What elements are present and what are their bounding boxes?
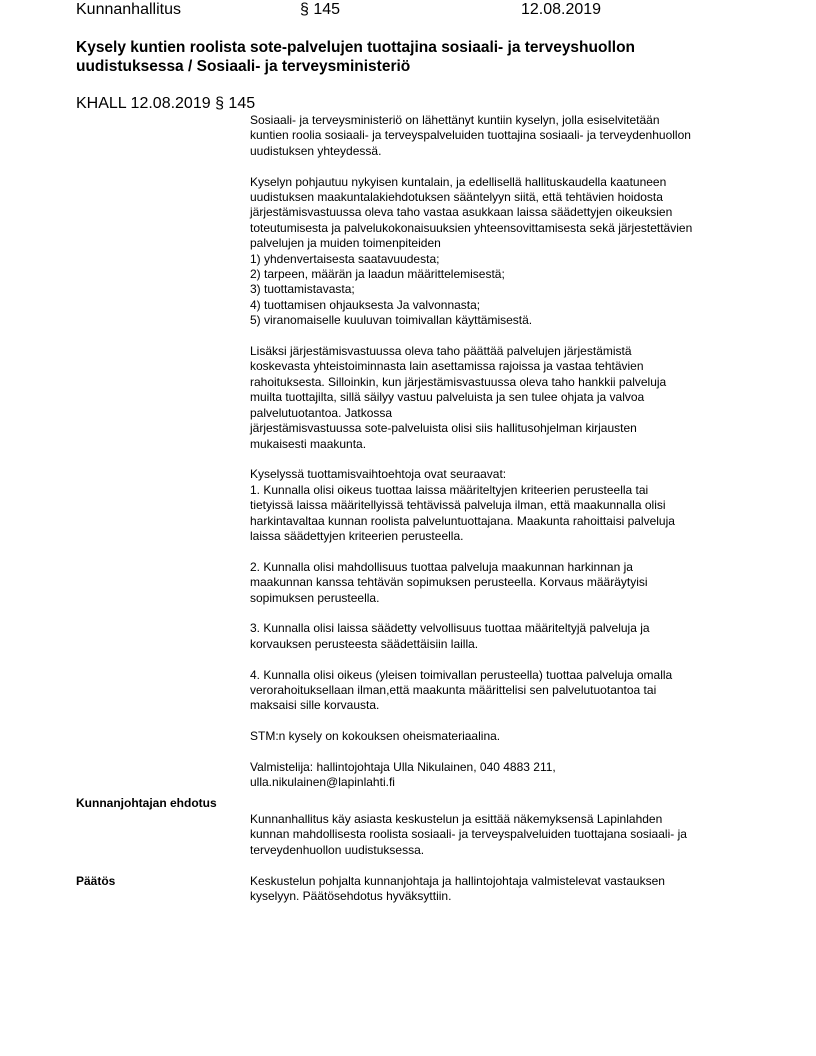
proposal-text (250, 812, 750, 858)
body-line: rahoituksesta. Silloinkin, kun järjestämisvastuussa oleva taho hankkii palveluja (250, 374, 667, 389)
body-line: 4. Kunnalla olisi oikeus (yleisen toimivallan perusteella) tuottaa palveluja omalla (250, 667, 673, 682)
header-section: § 145 (300, 1, 341, 18)
body-line: 4) tuottamisen ohjauksesta Ja valvonnasta; (250, 297, 481, 312)
body-paragraph (250, 175, 750, 329)
body-line: 5) viranomaiselle kuuluvan toimivallan käyttämisestä. (250, 313, 533, 328)
body-line: maksaisi sille korvausta. (250, 698, 380, 713)
body-line: Valmistelija: hallintojohtaja Ulla Nikulainen, 040 4883 211, (250, 759, 556, 774)
body-line: 1. Kunnalla olisi oikeus tuottaa laissa määriteltyjen kriteerien perusteella tai (250, 482, 649, 497)
proposal-label: Kunnanjohtajan ehdotus (76, 796, 217, 810)
decision-line: kyselyyn. Päätösehdotus hyväksyttiin. (250, 889, 452, 904)
body-line: 3) tuottamistavasta; (250, 282, 355, 297)
proposal-line: terveydenhuollon uudistuksessa. (250, 842, 425, 857)
body-line: laissa säädettyjen kriteerien perusteella. (250, 528, 464, 543)
body-line: toteutumisesta ja palvelukokonaisuuksien yhteensovittamisesta sekä järjestettävien (250, 220, 693, 235)
body-line: uudistuksen maakuntalakiehdotuksen sääntelyyn siitä, että tehtävien hoidosta (250, 190, 663, 205)
body-paragraph (250, 560, 750, 606)
body-line: maakunnan kanssa tehtävän sopimuksen perusteella. Korvaus määräytyisi (250, 575, 648, 590)
proposal-line: Kunnanhallitus käy asiasta keskustelun ja esittää näkemyksensä Lapinlahden (250, 812, 663, 826)
body-line: tietyissä laissa määritellyissä tehtävissä palveluja ilman, että maakunnalla olisi (250, 498, 666, 513)
body-line: sopimuksen perusteella. (250, 590, 380, 605)
body-line: Sosiaali- ja terveysministeriö on lähettänyt kuntiin kyselyn, jolla esiselvitetään (250, 113, 660, 127)
body-line: palvelujen ja muiden toimenpiteiden (250, 236, 441, 251)
body-line: harkintavaltaa kunnan roolista palveluntuottajana. Maakunta rahoittaisi palveluja (250, 513, 675, 528)
body-line: järjestämisvastuussa oleva taho vastaa asukkaan laissa säädettyjen oikeuksien (250, 205, 673, 220)
body-line: verorahoituksellaan ilman,että maakunta määrittelisi sen palvelutuotantoa tai (250, 682, 657, 697)
body-paragraph (250, 760, 750, 791)
title-line-2: uudistuksessa / Sosiaali- ja terveysministeriö (76, 58, 411, 75)
body-line: Kyselyn pohjautuu nykyisen kuntalain, ja edellisellä hallituskaudella kaatuneen (250, 174, 667, 189)
body-line: 2. Kunnalla olisi mahdollisuus tuottaa palveluja maakunnan harkinnan ja (250, 559, 633, 574)
body-line: muilta tuottajilta, sillä säilyy vastuu palveluista ja sen tulee ohjata ja valvoa (250, 390, 645, 405)
body-line: järjestämisvastuussa sote-palveluista olisi siis hallitusohjelman kirjausten (250, 421, 637, 436)
body-line[interactable]: ulla.nikulainen@lapinlahti.fi (250, 775, 395, 790)
body-line: 1) yhdenvertaisesta saatavuudesta; (250, 251, 440, 266)
title-line-1: Kysely kuntien roolista sote-palvelujen tuottajina sosiaali- ja terveyshuollon (76, 39, 636, 56)
header-body: Kunnanhallitus (76, 1, 181, 18)
body-line: korvauksen perusteesta säädettäisiin lailla. (250, 636, 479, 651)
body-line: STM:n kysely on kokouksen oheismateriaalina. (250, 729, 501, 744)
document-title (76, 38, 716, 76)
body-line: Lisäksi järjestämisvastuussa oleva taho päättää palvelujen järjestämistä (250, 344, 632, 359)
body-paragraph (250, 467, 750, 544)
main-body-text (250, 113, 750, 806)
body-paragraph (250, 344, 750, 452)
decision-line: Keskustelun pohjalta kunnanjohtaja ja hallintojohtaja valmistelevat vastauksen (250, 874, 665, 888)
body-line: Kyselyssä tuottamisvaihtoehtoja ovat seuraavat: (250, 467, 507, 482)
header-date: 12.08.2019 (521, 1, 602, 18)
decision-text (250, 874, 750, 905)
body-paragraph (250, 668, 750, 714)
body-line: palvelutuotantoa. Jatkossa (250, 405, 393, 420)
decision-label: Päätös (76, 874, 116, 888)
meeting-reference: KHALL 12.08.2019 § 145 (76, 95, 256, 112)
body-line: koskevasta yhteistoiminnasta lain asettamissa rajoissa ja vastaa tehtävien (250, 359, 644, 374)
body-paragraph (250, 113, 750, 159)
body-paragraph (250, 729, 750, 744)
body-line: kuntien roolia sosiaali- ja terveyspalveluiden tuottajina sosiaali- ja terveydenhuollon (250, 128, 691, 143)
body-line: 2) tarpeen, määrän ja laadun määrittelemisestä; (250, 267, 505, 282)
proposal-line: kunnan mahdollisesta roolista sosiaali- ja terveyspalveluiden tuottajana sosiaali- ja (250, 827, 687, 842)
body-line: mukaisesti maakunta. (250, 436, 367, 451)
body-paragraph (250, 621, 750, 652)
body-line: 3. Kunnalla olisi laissa säädetty velvollisuus tuottaa määriteltyjä palveluja ja (250, 621, 650, 636)
body-line: uudistuksen yhteydessä. (250, 143, 382, 158)
